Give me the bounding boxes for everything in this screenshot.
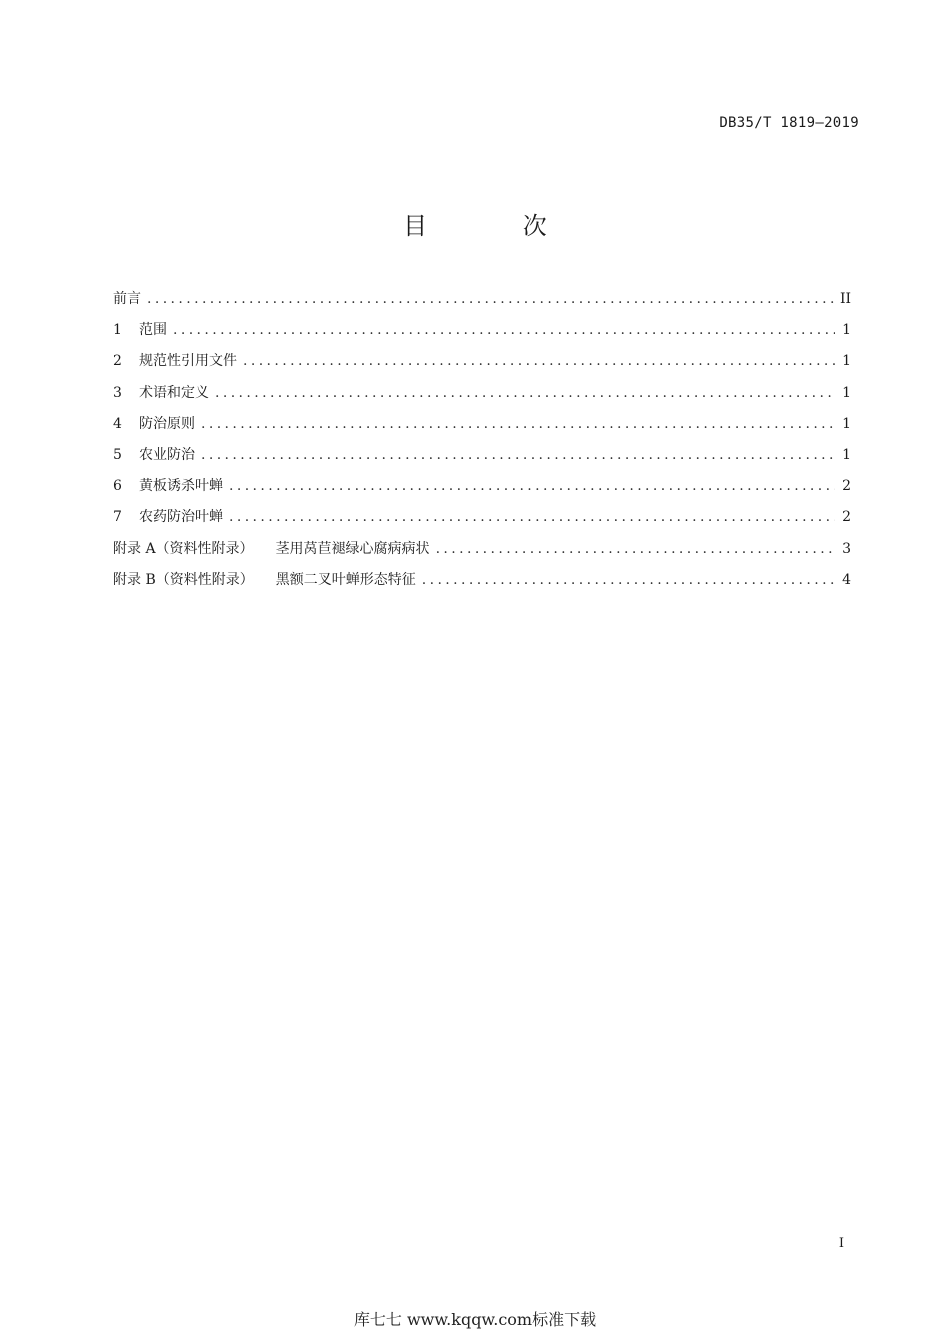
toc-entry-agricultural-control[interactable] — [113, 440, 851, 471]
page-number: I — [838, 1236, 844, 1251]
toc-entry-page: 1 — [842, 322, 851, 339]
toc-entry-appendix-a[interactable] — [113, 534, 851, 565]
watermark-text: 库七七 www.kqqw.com标准下载 — [353, 1310, 597, 1329]
toc-entry-number: 5 — [113, 446, 122, 463]
toc-leader-dots — [229, 502, 835, 533]
toc-entry-page: 1 — [842, 415, 851, 432]
toc-leader-dots — [436, 534, 835, 565]
toc-leader-dots — [173, 315, 835, 346]
toc-entry-number: 2 — [113, 353, 122, 370]
toc-entry-page: 1 — [842, 384, 851, 401]
table-of-contents — [113, 284, 851, 596]
toc-entry-label: 附录 A（资料性附录） — [113, 540, 254, 557]
toc-entry-page: 1 — [842, 446, 851, 463]
toc-entry-number: 6 — [113, 478, 122, 495]
document-code: DB35/T 1819—2019 — [719, 115, 859, 131]
toc-entry-label: 规范性引用文件 — [139, 353, 237, 370]
toc-entry-page: 2 — [842, 478, 851, 495]
toc-entry-page: II — [839, 291, 851, 307]
toc-leader-dots — [201, 409, 835, 440]
toc-entry-normative-references[interactable] — [113, 346, 851, 377]
toc-leader-dots — [215, 378, 835, 409]
toc-entry-control-principles[interactable] — [113, 409, 851, 440]
toc-entry-scope[interactable] — [113, 315, 851, 346]
toc-entry-label: 防治原则 — [139, 415, 195, 432]
toc-entry-page: 4 — [842, 571, 851, 588]
toc-entry-number: 3 — [113, 384, 122, 401]
toc-leader-dots — [147, 284, 834, 315]
toc-entry-label: 前言 — [113, 291, 141, 307]
toc-leader-dots — [422, 565, 835, 596]
toc-entry-terms-definitions[interactable] — [113, 378, 851, 409]
toc-entry-yellow-board-trapping[interactable] — [113, 471, 851, 502]
toc-entry-subtitle: 黑额二叉叶蝉形态特征 — [275, 571, 416, 588]
toc-entry-label: 范围 — [139, 322, 167, 339]
toc-entry-subtitle: 茎用莴苣褪绿心腐病病状 — [275, 540, 430, 557]
toc-entry-page: 3 — [842, 540, 851, 557]
toc-entry-page: 1 — [842, 353, 851, 370]
toc-entry-number: 7 — [113, 509, 122, 526]
toc-leader-dots — [201, 440, 835, 471]
toc-entry-number: 1 — [113, 322, 122, 339]
toc-entry-number: 4 — [113, 415, 122, 432]
toc-entry-label: 术语和定义 — [139, 384, 209, 401]
toc-entry-label: 农业防治 — [139, 446, 195, 463]
toc-entry-label: 黄板诱杀叶蝉 — [139, 478, 223, 495]
toc-leader-dots — [243, 346, 835, 377]
toc-entry-pesticide-control[interactable] — [113, 502, 851, 533]
toc-entry-label: 附录 B（资料性附录） — [113, 571, 254, 588]
toc-entry-page: 2 — [842, 509, 851, 526]
toc-entry-appendix-b[interactable] — [113, 565, 851, 596]
toc-leader-dots — [229, 471, 835, 502]
toc-title: 目 次 — [403, 212, 591, 240]
toc-entry-foreword[interactable] — [113, 284, 851, 315]
toc-entry-label: 农药防治叶蝉 — [139, 509, 223, 526]
